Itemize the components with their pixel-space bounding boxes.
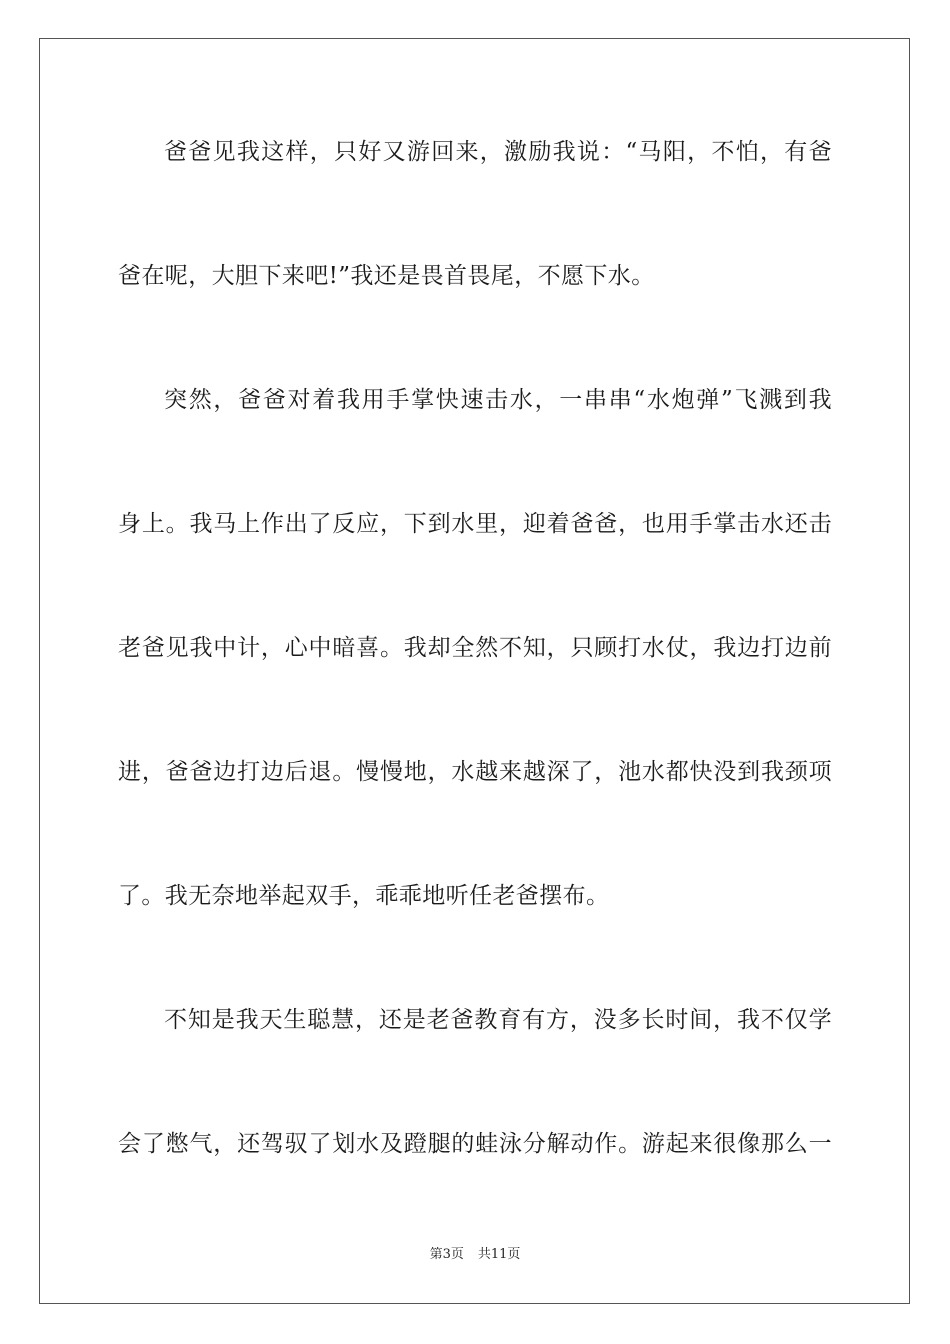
paragraph-3-line-2: 会了憋气，还驾驭了划水及蹬腿的蛙泳分解动作。游起来很像那么一 xyxy=(118,1131,832,1157)
paragraph-2-line-5: 了。我无奈地举起双手，乖乖地听任老爸摆布。 xyxy=(118,883,610,909)
paragraph-2-line-2: 身上。我马上作出了反应，下到水里，迎着爸爸，也用手掌击水还击 xyxy=(118,511,832,537)
page-number: 第3页 xyxy=(429,1247,464,1262)
page-total: 共11页 xyxy=(477,1247,521,1262)
page-border xyxy=(39,38,910,1304)
paragraph-1-line-1: 爸爸见我这样，只好又游回来，激励我说：“马阳，不怕，有爸 xyxy=(164,139,832,165)
paragraph-1-line-2: 爸在呢，大胆下来吧!”我还是畏首畏尾，不愿下水。 xyxy=(118,263,655,289)
page-footer xyxy=(0,1246,950,1264)
paragraph-2-line-1: 突然，爸爸对着我用手掌快速击水，一串串“水炮弹”飞溅到我 xyxy=(164,387,832,413)
paragraph-2-line-4: 进，爸爸边打边后退。慢慢地，水越来越深了，池水都快没到我颈项 xyxy=(118,759,832,785)
paragraph-2-line-3: 老爸见我中计，心中暗喜。我却全然不知，只顾打水仗，我边打边前 xyxy=(118,635,832,661)
paragraph-3-line-1: 不知是我天生聪慧，还是老爸教育有方，没多长时间，我不仅学 xyxy=(164,1007,832,1033)
